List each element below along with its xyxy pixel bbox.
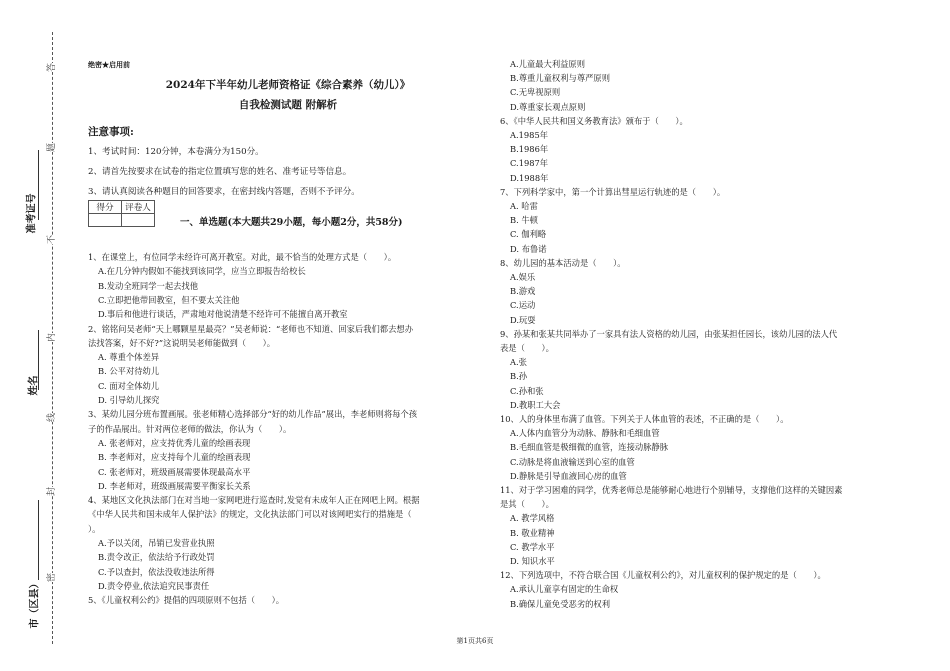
question-option: D. 布鲁诺: [510, 243, 547, 254]
question-option: A.儿童最大利益原则: [510, 59, 586, 69]
margin-word-2: 题: [43, 143, 58, 152]
question-option: C.无卑视原则: [510, 87, 561, 98]
binding-margin: [0, 0, 78, 671]
notice-item: 2、请首先按要求在试卷的指定位置填写您的姓名、准考证号等信息。: [88, 167, 352, 177]
question-text: 7、下列科学家中，第一个计算出彗星运行轨迹的是（ ）。: [500, 186, 726, 197]
margin-word-5: 线: [43, 413, 58, 422]
question-option: B.发动全班同学一起去找他: [98, 280, 199, 291]
margin-word-4: 内: [43, 333, 58, 342]
grader-label: 评卷人: [122, 201, 155, 214]
question-option: B. 公平对待幼儿: [98, 366, 160, 377]
question-option: C.运动: [510, 300, 536, 311]
notice-item: 3、请认真阅读各种题目的回答要求，在密封线内答题，否则不予评分。: [88, 187, 360, 197]
question-option: A. 教学风格: [510, 513, 555, 524]
question-text: 2、铭铭问吴老师“天上哪颗星星最亮？”吴老师说：“老师也不知道、回家后我们都去想办: [88, 323, 413, 334]
question-option: A.人体内血管分为动脉、静脉和毛细血管: [510, 428, 660, 439]
question-text: 11、对于学习困难的同学，优秀老师总是能够耐心地进行个别辅导，支撑他们这样的关键因素: [500, 485, 843, 495]
question-option: C.孙和张: [510, 385, 544, 396]
region-underline: [38, 500, 39, 580]
question-option: C.予以查封，依法没收违法所得: [98, 566, 215, 577]
question-option: A.在几分钟内假如不能找到该同学，应当立即报告给校长: [98, 266, 306, 277]
question-option: D.事后和他进行谈话，严肃地对他说清楚不经许可不能擅自离开教室: [98, 309, 348, 320]
question-option: B.游戏: [510, 286, 536, 297]
exam-no-underline: [38, 150, 39, 220]
section-heading: 一、单选题(本大题共29小题，每小题2分，共58分): [180, 217, 403, 228]
score-cell: [89, 214, 122, 227]
margin-word-1: 答: [43, 63, 58, 72]
question-option: D.静脉是引导血液回心房的血管: [510, 470, 627, 481]
margin-word-7: 密: [43, 573, 58, 582]
question-option: D. 引导幼儿探究: [98, 395, 160, 405]
question-option: B.确保儿童免受恶劣的权利: [510, 598, 611, 609]
question-option: D. 知识水平: [510, 556, 555, 566]
question-option: B. 敬业精神: [510, 527, 555, 538]
question-option: 《中华人民共和国未成年人保护法》的规定，文化执法部门可以对该网吧实行的措施是（: [88, 509, 412, 520]
score-label: 得分: [89, 201, 122, 214]
question-option: C.1987年: [510, 158, 549, 169]
question-option: B. 牛顿: [510, 215, 538, 226]
question-option: A. 哈雷: [510, 201, 538, 211]
question-option: D.尊重家长观点原则: [510, 101, 586, 112]
question-option: A. 张老师对，应支持优秀儿童的绘画表现: [98, 437, 251, 448]
question-option: A.娱乐: [510, 272, 536, 282]
exam-subtitle: 自我检测试题 附解析: [238, 99, 338, 111]
question-option: D. 李老师对，班级画展需要平衡家长关系: [98, 480, 251, 491]
question-option: A. 尊重个体差异: [98, 352, 160, 363]
question-text: 1、在课堂上，有位同学未经许可离开教室。对此，最不恰当的处理方式是（ ）。: [88, 252, 397, 262]
secret-mark: 绝密★启用前: [88, 60, 130, 69]
notice-heading: 注意事项:: [88, 126, 134, 138]
question-option: A.予以关闭，吊销已发营业执照: [98, 538, 215, 548]
question-option: B.孙: [510, 371, 528, 382]
question-option: C. 面对全体幼儿: [98, 380, 160, 391]
question-option: C. 伽利略: [510, 229, 547, 240]
question-option: B.1986年: [510, 144, 549, 155]
page-footer: 第1页共6页: [456, 637, 494, 645]
question-text: 4、某地区文化执法部门在对当地一家网吧进行巡查时,发觉有未成年人正在网吧上网。根据: [88, 495, 420, 506]
exam-number-label: 准考证号: [26, 193, 38, 234]
question-option: D.1988年: [510, 172, 549, 183]
question-option: C.立即把他带回教室，但不要太关注他: [98, 294, 240, 305]
question-option: C.动脉是将血液输送到心室的血管: [510, 456, 635, 467]
question-text: 3、某幼儿园分班布置画展。张老师精心选择部分“好的幼儿作品”展出，李老师则将每个孩: [88, 409, 418, 420]
question-option: D.责令停业,依法追究民事责任: [98, 580, 210, 591]
exam-title: 2024年下半年幼儿老师资格证《综合素养（幼儿）》: [165, 79, 411, 91]
question-option: B.毛细血管是极细微的血管，连接动脉静脉: [510, 442, 669, 453]
question-option: B.尊重儿童权利与尊严原则: [510, 73, 611, 84]
question-option: D.教职工大会: [510, 399, 561, 410]
question-option: B.责令改正，依法给予行政处罚: [98, 552, 215, 563]
question-option: 法找答案，好不好?”这说明吴老师能做到（ ）。: [88, 337, 276, 348]
question-text: 9、孙某和张某共同举办了一家具有法人资格的幼儿园，由张某担任园长，该幼儿园的法人代: [500, 328, 838, 339]
margin-word-3: 不: [43, 235, 58, 244]
question-text: 8、幼儿园的基本活动是（ ）。: [500, 257, 626, 268]
question-option: 表是（ ）。: [500, 343, 554, 353]
question-text: 6、《中华人民共和国义务教育法》颁布于（ ）。: [500, 115, 688, 126]
score-box: [88, 200, 155, 227]
question-text: 5、《儿童权利公约》提倡的四项原则不包括（ ）。: [88, 595, 285, 606]
name-label: 姓名: [28, 375, 40, 396]
region-label: 市（区县）: [29, 578, 41, 629]
question-option: A.承认儿童享有固定的生命权: [510, 584, 619, 595]
notice-item: 1、考试时间：120分钟，本卷满分为150分。: [88, 147, 264, 157]
question-text: 12、下列选项中，不符合联合国《儿童权利公约》，对儿童权利的保护规定的是（ ）。: [500, 570, 826, 581]
question-option: A.1985年: [510, 130, 549, 140]
question-option: A.张: [510, 357, 527, 368]
grader-cell: [122, 214, 155, 227]
question-text: 10、人的身体里布满了血管。下列关于人体血管的表述，不正确的是（ ）。: [500, 414, 789, 424]
question-option: C. 张老师对，班级画展需要体现最高水平: [98, 466, 251, 477]
question-option: 是其（ ）。: [500, 499, 554, 510]
question-option: D.玩耍: [510, 314, 536, 325]
question-option: B. 李老师对，应支持每个儿童的绘画表现: [98, 452, 251, 463]
question-option: C. 教学水平: [510, 541, 555, 552]
margin-word-6: 封: [43, 487, 58, 496]
question-option: 子的作品展出。针对两位老师的做法，你认为（ ）。: [88, 423, 292, 434]
question-option: ）。: [88, 523, 101, 534]
